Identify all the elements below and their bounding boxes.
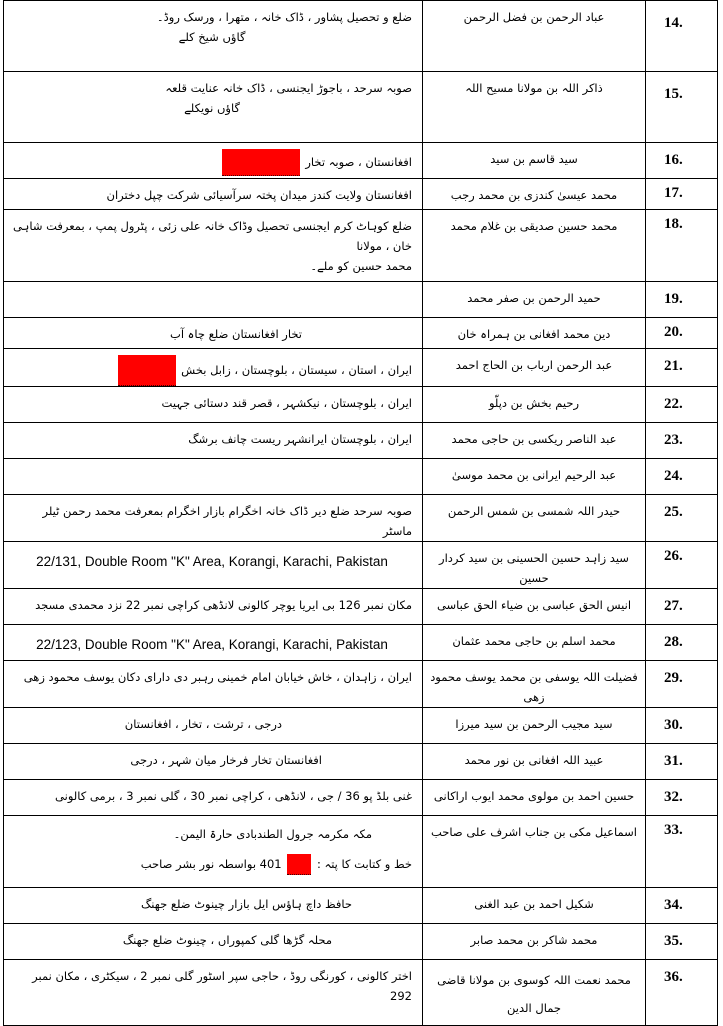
row-number: 26. (646, 542, 718, 589)
redaction-box (222, 149, 300, 176)
name-cell: دین محمد افغانی بن ہمراہ خان (423, 318, 646, 349)
name-cell: محمد عیسیٰ کندزی بن محمد رجب (423, 179, 646, 210)
name-cell: محمد حسین صدیقی بن غلام محمد (423, 210, 646, 282)
table-row (4, 542, 718, 589)
table-row (4, 589, 718, 625)
table-row (4, 349, 718, 387)
address-table (3, 0, 718, 1026)
row-number: 24. (646, 459, 718, 495)
name-cell: انیس الحق عباسی بن ضیاء الحق عباسی (423, 589, 646, 625)
name-cell: عباد الرحمن بن فضل الرحمن (423, 1, 646, 72)
table-row (4, 423, 718, 459)
address-table-page (3, 0, 717, 1015)
row-number: 15. (646, 72, 718, 143)
table-row (4, 661, 718, 708)
name-cell: ذاکر اللہ بن مولانا مسیح اللہ (423, 72, 646, 143)
name-cell: شکیل احمد بن عبد الغنی (423, 888, 646, 924)
address-cell: مکان نمبر 126 بی ایریا یوچر کالونی لانڈھی کراچی نمبر 22 نزد محمدی مسجد (4, 589, 423, 625)
name-cell: حمید الرحمن بن صفر محمد (423, 282, 646, 318)
redaction-box (287, 854, 311, 875)
row-number: 32. (646, 780, 718, 816)
address-cell: ایران ، بلوچستان ایرانشہر ریست چانف برشگ (4, 423, 423, 459)
name-cell: عبد الناصر ریکسی بن حاجی محمد (423, 423, 646, 459)
table-row (4, 924, 718, 960)
name-cell: عبد الرحمن ارباب بن الحاج احمد (423, 349, 646, 387)
table-row (4, 708, 718, 744)
row-number: 19. (646, 282, 718, 318)
row-number: 28. (646, 625, 718, 661)
address-cell: اختر کالونی ، کورنگی روڈ ، حاجی سپر اسٹور گلی نمبر 2 ، سیکٹری ، مکان نمبر 292 (4, 960, 423, 1026)
address-cell: درجی ، ترشت ، تخار ، افغانستان (4, 708, 423, 744)
table-row (4, 625, 718, 661)
row-number: 14. (646, 1, 718, 72)
row-number: 31. (646, 744, 718, 780)
name-cell: سید مجیب الرحمن بن سید میرزا (423, 708, 646, 744)
address-cell: حافظ داچ ہاؤس ایل بازار چینوٹ ضلع جھنگ (4, 888, 423, 924)
name-cell: محمد اسلم بن حاجی محمد عثمان (423, 625, 646, 661)
row-number: 17. (646, 179, 718, 210)
name-cell: فضیلت اللہ یوسفی بن محمد یوسف محمود زھی (423, 661, 646, 708)
address-cell (4, 282, 423, 318)
redaction-box (118, 355, 176, 386)
table-row (4, 888, 718, 924)
address-cell: 22/131, Double Room "K" Area, Korangi, Karachi, Pakistan (4, 542, 423, 589)
table-row (4, 179, 718, 210)
name-cell: رحیم بخش بن دپلّو (423, 387, 646, 423)
address-cell: صوبہ سرحد ضلع دیر ڈاک خانہ اخگرام بازار اخگرام بمعرفت محمد رحمن ٹیلر ماسٹر (4, 495, 423, 542)
address-cell: افغانستان تخار فرخار میان شہر ، درجی (4, 744, 423, 780)
address-cell: ایران ، بلوچستان ، نیکشہر ، قصر قند دستائی جہیت (4, 387, 423, 423)
table-row (4, 744, 718, 780)
row-number: 29. (646, 661, 718, 708)
table-row (4, 495, 718, 542)
name-cell: حسین احمد بن مولوی محمد ایوب اراکانی (423, 780, 646, 816)
table-row (4, 282, 718, 318)
row-number: 25. (646, 495, 718, 542)
table-row (4, 143, 718, 179)
name-cell: اسماعیل مکی بن جناب اشرف علی صاحب (423, 816, 646, 888)
table-row (4, 210, 718, 282)
address-cell: محلہ گڑھا گلی کمپوراں ، چینوٹ ضلع جھنگ (4, 924, 423, 960)
table-row (4, 459, 718, 495)
table-row (4, 387, 718, 423)
address-cell: افغانستان ولایت کندز میدان پختہ سرآسیائی شرکت چپل دختران (4, 179, 423, 210)
row-number: 30. (646, 708, 718, 744)
address-cell: 22/123, Double Room "K" Area, Korangi, Karachi, Pakistan (4, 625, 423, 661)
row-number: 36. (646, 960, 718, 1026)
row-number: 35. (646, 924, 718, 960)
table-row (4, 960, 718, 1026)
row-number: 27. (646, 589, 718, 625)
address-cell: غنی بلڈ پو 36 / جی ، لانڈھی ، کراچی نمبر 30 ، گلی نمبر 3 ، برمی کالونی (4, 780, 423, 816)
row-number: 23. (646, 423, 718, 459)
row-number: 21. (646, 349, 718, 387)
table-row (4, 1, 718, 72)
name-cell: محمد نعمت اللہ کوسوی بن مولانا قاضی جمال الدین (423, 960, 646, 1026)
name-cell: عبید اللہ افغانی بن نور محمد (423, 744, 646, 780)
row-number: 33. (646, 816, 718, 888)
row-number: 34. (646, 888, 718, 924)
table-row (4, 318, 718, 349)
address-cell: ضلع و تحصیل پشاور ، ڈاک خانہ ، متھرا ، ورسک روڈ۔ گاؤں شیخ کلے (4, 1, 423, 72)
address-cell: افغانستان ، صوبہ تخار (4, 143, 423, 179)
name-cell: حیدر اللہ شمسی بن شمس الرحمن (423, 495, 646, 542)
name-cell: عبد الرحیم ایرانی بن محمد موسیٰ (423, 459, 646, 495)
row-number: 16. (646, 143, 718, 179)
address-cell: ایران ، استان ، سیستان ، بلوچستان ، زابل بخش (4, 349, 423, 387)
address-cell: مکہ مکرمہ جرول الطندبادی حارۃ الیمن۔ خط و کتابت کا پتہ : 401 بواسطہ نور بشر صاحب (4, 816, 423, 888)
row-number: 18. (646, 210, 718, 282)
table-row (4, 72, 718, 143)
address-cell: صوبہ سرحد ، باجوڑ ایجنسی ، ڈاک خانہ عنایت قلعہ گاؤں نویکلے (4, 72, 423, 143)
address-cell: ایران ، زاہدان ، خاش خیابان امام خمینی رہبر دی دارای دکان یوسف محمود زھی (4, 661, 423, 708)
row-number: 20. (646, 318, 718, 349)
row-number: 22. (646, 387, 718, 423)
address-cell: تخار افغانستان ضلع چاہ آب (4, 318, 423, 349)
address-cell (4, 459, 423, 495)
table-row (4, 816, 718, 888)
name-cell: سید زاہد حسین الحسینی بن سید کردار حسین (423, 542, 646, 589)
name-cell: سید قاسم بن سید (423, 143, 646, 179)
name-cell: محمد شاکر بن محمد صابر (423, 924, 646, 960)
table-row (4, 780, 718, 816)
address-cell: ضلع کوہاٹ کرم ایجنسی تحصیل وڈاک خانہ علی زئی ، پٹرول پمپ ، بمعرفت شاہی خان ، مولانا محمد حسین کو ملے۔ (4, 210, 423, 282)
